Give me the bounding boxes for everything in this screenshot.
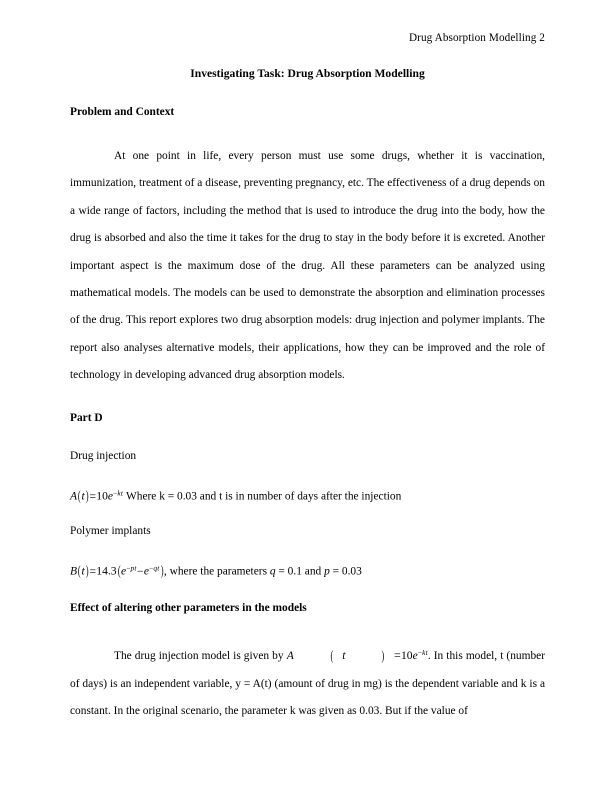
section-heading-part-d: Part D xyxy=(70,411,103,424)
parameter-q: q xyxy=(269,565,276,578)
running-header: Drug Absorption Modelling 2 xyxy=(408,32,545,44)
equation-polymer-implants xyxy=(70,561,545,581)
paren-close-icon: ) xyxy=(381,647,385,663)
exponent-minus-sign: − xyxy=(126,563,131,573)
equation-lhs-argument: t xyxy=(81,564,85,578)
equation-base-2: e xyxy=(143,564,149,578)
equation-coefficient: 10 xyxy=(96,489,108,503)
label-polymer-implants: Polymer implants xyxy=(70,524,151,537)
exponent-body: kt xyxy=(117,488,124,498)
exponent-minus-sign: − xyxy=(417,648,423,657)
equation-lhs-argument: t xyxy=(81,489,85,503)
parameter-p-value: = 0.03 xyxy=(329,565,362,578)
parameter-p: p xyxy=(324,565,330,578)
document-body xyxy=(70,66,545,725)
bracket-open-icon: ( xyxy=(117,563,121,579)
spacer xyxy=(70,464,545,486)
equation-exponent-1 xyxy=(126,564,137,573)
exponent-body: kt xyxy=(422,648,428,657)
equation-coefficient: 14.3 xyxy=(96,564,117,578)
paragraph-effect-of-altering-parameters xyxy=(70,639,545,725)
bracket-close-icon: ) xyxy=(160,563,164,579)
equation-base: e xyxy=(107,489,114,503)
spacer xyxy=(70,506,545,524)
equation-drug-injection xyxy=(70,486,545,506)
equals-sign: = xyxy=(89,489,96,503)
page-title: Investigating Task: Drug Absorption Modelling xyxy=(190,67,425,80)
equation-trailing-text-value: Where k = 0.03 and t is in number of days after the injection xyxy=(126,490,402,503)
spacer xyxy=(70,539,545,561)
paren-open-icon: ( xyxy=(330,647,334,663)
equation-exponent xyxy=(113,488,123,497)
exponent-body: qt xyxy=(153,563,160,573)
equation-lhs-function: B xyxy=(70,564,78,578)
inline-equation-coefficient: 10 xyxy=(400,649,413,663)
paragraph-lead-text: The drug injection model is given by xyxy=(114,650,284,663)
paren-close-icon: ) xyxy=(85,488,89,504)
equation-exponent-2 xyxy=(149,564,160,573)
minus-operator: − xyxy=(136,564,144,578)
label-drug-injection: Drug injection xyxy=(70,449,137,462)
inline-equation-drug-injection xyxy=(284,649,428,662)
equation-base-1: e xyxy=(120,564,127,578)
exponent-body: pt xyxy=(130,563,137,573)
equals-sign: = xyxy=(89,564,96,578)
inline-equation-argument: t xyxy=(342,649,346,663)
inline-equation-exponent xyxy=(418,648,428,657)
paragraph-rest-text: . In this model, t (number of days) is an independent variable, y = A(t) (amount of drug in mg) is the dependent variable and k is a constant. In the original scenario, the parameter k was given as 0.03. But if the value of xyxy=(70,650,546,717)
inline-equation-base: e xyxy=(412,649,418,663)
paragraph-problem-and-context: At one point in life, every person must use some drugs, whether it is vaccination, immunization, treatment of a disease, preventing pregnancy, etc. The effectiveness of a drug depends on a wide range of factors, including the method that is used to introduce the drug into the body, how the drug is absorbed and also the time it takes for the drug to stay in the body before it is excreted. Another important aspect is the maximum dose of the drug. All these parameters can be analyzed using mathematical models. The models can be used to demonstrate the absorption and elimination processes of the drug. This report explores two drug absorption models: drug injection and polymer implants. The report also analyses alternative models, their applications, how they can be improved and the role of technology in developing advanced drug absorption models. xyxy=(70,150,545,382)
parameter-q-value: = 0.1 and xyxy=(275,565,325,578)
exponent-minus-sign: − xyxy=(148,563,154,573)
equation-trailing-text xyxy=(123,491,401,503)
equation-lhs-function: A xyxy=(70,489,78,503)
spacer xyxy=(70,390,545,411)
exponent-minus-sign: − xyxy=(113,488,118,498)
paren-close-icon: ) xyxy=(85,563,89,579)
equals-sign: = xyxy=(394,649,401,663)
section-heading-problem-and-context: Problem and Context xyxy=(70,106,175,119)
spacer xyxy=(70,581,545,601)
paren-open-icon: ( xyxy=(77,563,81,579)
paren-open-icon: ( xyxy=(77,488,81,504)
section-heading-effect-of-altering-parameters: Effect of altering other parameters in the models xyxy=(70,602,307,615)
inline-equation-function: A xyxy=(286,649,294,663)
equation-trailing-text xyxy=(164,566,362,578)
equation-trailing-prefix: , where the parameters xyxy=(163,565,270,578)
